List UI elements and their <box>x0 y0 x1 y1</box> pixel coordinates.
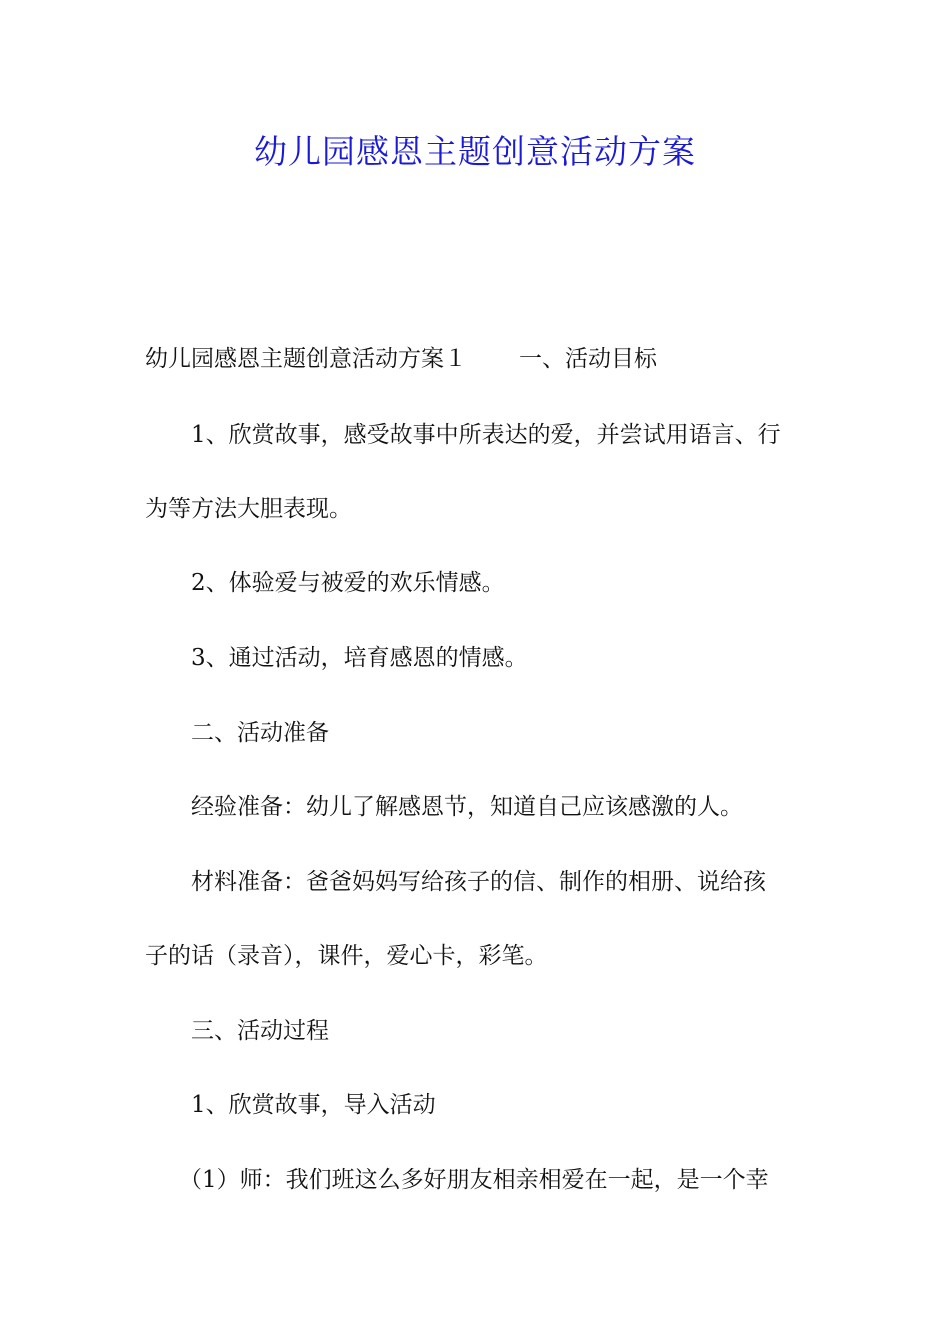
process-step-1: 1、欣赏故事，导入活动 <box>191 1092 436 1118</box>
materials-preparation-line-1: 材料准备：爸爸妈妈写给孩子的信、制作的相册、说给孩 <box>191 869 766 895</box>
materials-preparation-line-2: 子的话（录音），课件，爱心卡，彩笔。 <box>145 943 548 969</box>
experience-preparation: 经验准备：幼儿了解感恩节，知道自己应该感激的人。 <box>191 794 743 820</box>
process-step-1-sub-1: （1）师：我们班这么多好朋友相亲相爱在一起，是一个幸 <box>179 1167 769 1193</box>
paragraph-heading-line <box>145 342 810 376</box>
goal-2: 2、体验爱与被爱的欢乐情感。 <box>191 570 505 596</box>
goal-1-line-1: 1、欣赏故事，感受故事中所表达的爱，并尝试用语言、行 <box>191 422 781 448</box>
goal-3: 3、通过活动，培育感恩的情感。 <box>191 645 528 671</box>
section-heading-process: 三、活动过程 <box>191 1018 329 1044</box>
section-plan-title: 幼儿园感恩主题创意活动方案１ <box>145 346 467 372</box>
goal-1-line-2: 为等方法大胆表现。 <box>145 496 352 522</box>
document-title: 幼儿园感恩主题创意活动方案 <box>254 132 696 171</box>
section-heading-goals: 一、活动目标 <box>519 346 657 372</box>
section-heading-preparation: 二、活动准备 <box>191 720 329 746</box>
